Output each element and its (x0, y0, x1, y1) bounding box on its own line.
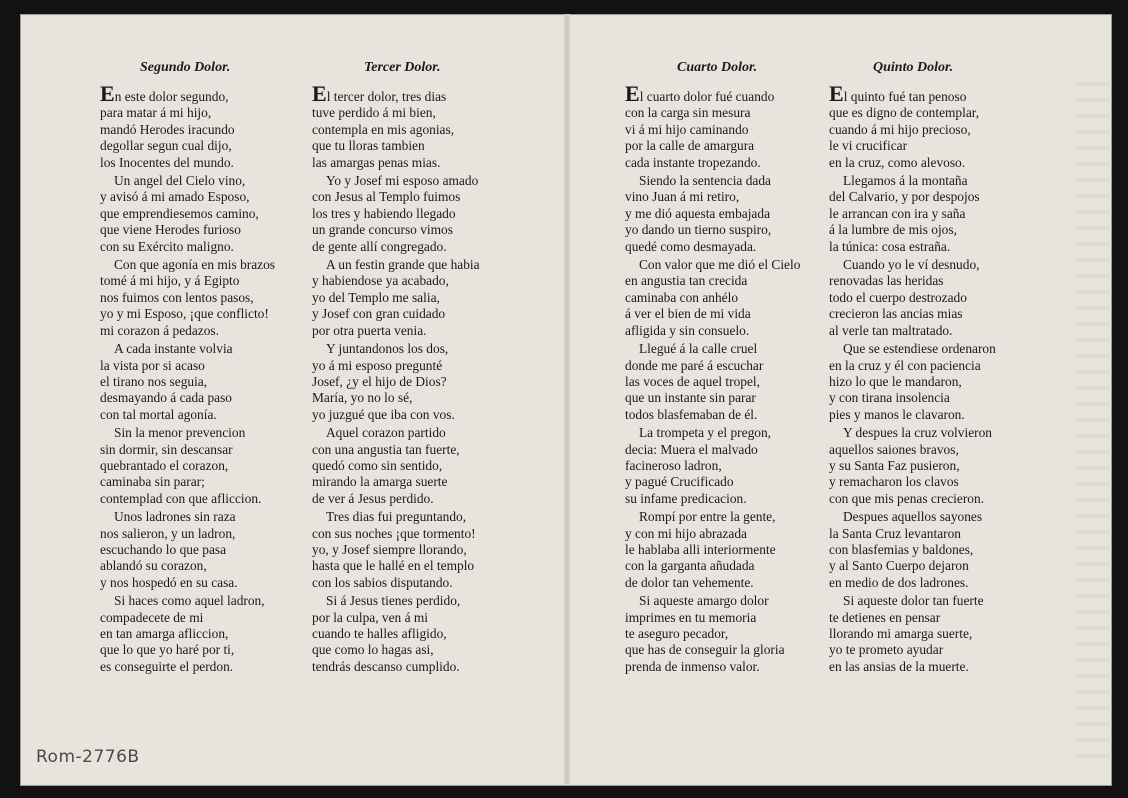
verse-line: y con tirana insolencia (829, 390, 950, 406)
verse-line: vino Juan á mi retiro, (625, 189, 740, 205)
verse-line: contemplad con que afliccion. (100, 490, 262, 506)
verse-line: renovadas las heridas (829, 273, 944, 289)
verse-line: yo juzgué que iba con vos. (312, 406, 455, 422)
verse-line: yo y mi Esposo, ¡que conflicto! (100, 306, 269, 322)
verse-line: prenda de inmenso valor. (625, 658, 760, 674)
stanza (100, 593, 275, 675)
verse-line: de ver á Jesus perdido. (312, 490, 434, 506)
verse-line: le hablaba alli interiormente (625, 541, 776, 557)
verse-line: te aseguro pecador, (625, 626, 729, 641)
verse-line: cuando te halles afligido, (312, 626, 447, 641)
verse-line: con Jesus al Templo fuimos (312, 189, 461, 205)
verse-line: y pagué Crucificado (625, 474, 734, 490)
verse-line: desmayando á cada paso (100, 390, 232, 406)
drop-cap: E (100, 81, 115, 106)
verse-line: Y despues la cruz volvieron (843, 425, 992, 441)
verse-line: Llegué á la calle cruel (639, 341, 758, 357)
verse-line: degollar segun cual dijo, (100, 138, 232, 154)
stanza (625, 509, 800, 591)
verse-line: en tan amarga afliccion, (100, 626, 229, 641)
verse-line: y avisó á mi amado Esposo, (100, 189, 250, 205)
verse-line: tendrás descanso cumplido. (312, 658, 460, 674)
stanza (100, 341, 275, 423)
verse-line: yo dando un tierno suspiro, (625, 222, 772, 238)
verse-line: nos salieron, y un ladron, (100, 525, 236, 541)
verse-line: que emprendiesemos camino, (100, 205, 259, 221)
verse-line: la túnica: cosa estraña. (829, 238, 951, 254)
verse-line: quedé como desmayada. (625, 238, 757, 254)
verse-line: Si á Jesus tienes perdido, (326, 593, 461, 609)
stanza (100, 509, 275, 591)
stanza (625, 425, 800, 507)
verse-line: con que mis penas crecieron. (829, 490, 985, 506)
column-quinto-dolor (829, 60, 996, 677)
verse-line: con blasfemias y baldones, (829, 541, 974, 557)
stanza (100, 425, 275, 507)
verse-line: cuando á mi hijo precioso, (829, 121, 971, 137)
verse-line: Yo y Josef mi esposo amado (326, 173, 479, 189)
shelfmark: Rom-2776B (36, 747, 140, 767)
stanza (829, 173, 996, 255)
stanza (312, 81, 480, 171)
verse-line: todo el cuerpo destrozado (829, 289, 967, 305)
verse-line: El cuarto dolor fué cuando (625, 81, 775, 106)
verse-line: hasta que le hallé en el templo (312, 558, 475, 574)
verse-line: y remacharon los clavos (829, 474, 959, 490)
verse-line: por la calle de amargura (625, 138, 755, 154)
verse-line: Si aqueste amargo dolor (639, 593, 769, 609)
stanza (312, 425, 480, 507)
verse-line: afligida y sin consuelo. (625, 322, 750, 338)
verse-line: decia: Muera el malvado (625, 441, 758, 457)
verse-line: hizo lo que le mandaron, (829, 373, 962, 389)
verse-line: Con valor que me dió el Cielo (639, 257, 801, 273)
verse-line: de gente allí congregado. (312, 238, 447, 254)
verse-line: con la garganta añudada (625, 558, 755, 574)
stanza (100, 257, 275, 339)
verse-line: que como lo hagas asi, (312, 642, 434, 658)
column-segundo-dolor (100, 60, 275, 677)
verse-line: que viene Herodes furioso (100, 222, 241, 238)
verse-line: crecieron las ancias mias (829, 306, 963, 322)
stanza (625, 173, 800, 255)
verse-line: mandó Herodes iracundo (100, 121, 235, 137)
verse-line: Un angel del Cielo vino, (114, 173, 246, 189)
verse-line: en la cruz y él con paciencia (829, 357, 981, 373)
verse-line: Si aqueste dolor tan fuerte (843, 593, 984, 609)
verse-line: para matar á mi hijo, (100, 105, 212, 121)
verse-line: mirando la amarga suerte (312, 474, 448, 490)
verse-line: nos fuimos con lentos pasos, (100, 289, 254, 305)
stanza (829, 341, 996, 423)
verse-line: llorando mi amarga suerte, (829, 626, 973, 641)
verse-line: un grande concurso vimos (312, 222, 453, 238)
column-title: Quinto Dolor. (873, 60, 954, 75)
verse-line: La trompeta y el pregon, (639, 425, 771, 441)
verse-line: que un instante sin parar (625, 390, 756, 406)
stanza (312, 173, 480, 255)
verse-line: Unos ladrones sin raza (114, 509, 236, 525)
verse-line: y con mi hijo abrazada (625, 525, 747, 541)
stanza (100, 81, 275, 171)
verse-line: en angustia tan crecida (625, 273, 748, 289)
verse-line: la Santa Cruz levantaron (829, 525, 961, 541)
verse-line: y al Santo Cuerpo dejaron (829, 558, 969, 574)
stanza (312, 257, 480, 339)
stanza (625, 81, 800, 171)
verse-line: ablandó su corazon, (100, 558, 207, 574)
column-title: Cuarto Dolor. (677, 60, 758, 75)
verse-line: á ver el bien de mi vida (625, 306, 751, 322)
column-tercer-dolor (312, 60, 480, 677)
verse-line: al verle tan maltratado. (829, 322, 953, 338)
verse-line: las voces de aquel tropel, (625, 373, 760, 389)
verse-line: yo á mi esposo pregunté (312, 357, 443, 373)
verse-line: donde me paré á escuchar (625, 357, 764, 373)
verse-line: por otra puerta venia. (312, 322, 427, 338)
verse-line: el tirano nos seguia, (100, 373, 208, 389)
verse-line: á la lumbre de mis ojos, (829, 222, 957, 238)
verse-line: compadecete de mi (100, 609, 204, 625)
verse-line: tuve perdido á mi bien, (312, 105, 436, 121)
verse-line: por la culpa, ven á mi (312, 609, 429, 625)
verse-line: le vi crucificar (829, 138, 908, 154)
verse-line: Aquel corazon partido (326, 425, 446, 441)
verse-line: con los sabios disputando. (312, 574, 453, 590)
verse-line: caminaba sin parar; (100, 474, 205, 490)
column-cuarto-dolor (625, 60, 800, 677)
verse-line: pies y manos le clavaron. (829, 406, 965, 422)
verse-line: sin dormir, sin descansar (100, 441, 233, 457)
verse-line: facineroso ladron, (625, 457, 722, 473)
verse-line: la vista por si acaso (100, 357, 205, 373)
verse-line: Rompí por entre la gente, (639, 509, 776, 525)
bleed-through-margin (1075, 70, 1110, 770)
verse-line: caminaba con anhélo (625, 289, 739, 305)
verse-line: María, yo no lo sé, (312, 390, 413, 406)
stanza (312, 593, 480, 675)
stanza (829, 81, 996, 171)
verse-line: tomé á mi hijo, y á Egipto (100, 273, 240, 289)
verse-line: Siendo la sentencia dada (639, 173, 771, 189)
verse-line: quebrantado el corazon, (100, 457, 229, 473)
verse-line: yo te prometo ayudar (829, 642, 944, 658)
verse-line: Despues aquellos sayones (843, 509, 983, 525)
verse-line: que tu lloras tambien (312, 138, 425, 154)
verse-line: las amargas penas mias. (312, 154, 441, 170)
verse-line: con su Exército maligno. (100, 238, 234, 254)
verse-line: con la carga sin mesura (625, 105, 751, 121)
stanza (829, 593, 996, 675)
verse-line: A cada instante volvia (114, 341, 233, 357)
drop-cap: E (312, 81, 327, 106)
drop-cap: E (829, 81, 844, 106)
verse-line: y Josef con gran cuidado (312, 306, 446, 322)
verse-line: le arrancan con ira y saña (829, 205, 966, 221)
verse-line: los Inocentes del mundo. (100, 154, 234, 170)
verse-line: cada instante tropezando. (625, 154, 761, 170)
verse-line: Con que agonía en mis brazos (114, 257, 276, 273)
verse-line: en la cruz, como alevoso. (829, 154, 966, 170)
verse-line: contempla en mis agonias, (312, 121, 455, 137)
stanza (625, 341, 800, 423)
verse-line: escuchando lo que pasa (100, 541, 227, 557)
verse-line: Si haces como aquel ladron, (114, 593, 265, 609)
stanza (625, 257, 800, 339)
verse-line: con tal mortal agonía. (100, 406, 217, 422)
verse-line: en las ansias de la muerte. (829, 658, 969, 674)
center-fold (564, 14, 570, 784)
verse-line: yo del Templo me salia, (312, 289, 440, 305)
verse-line: te detienes en pensar (829, 609, 941, 625)
verse-line: Llegamos á la montaña (843, 173, 968, 189)
verse-line: aquellos saiones bravos, (829, 441, 959, 457)
verse-line: Cuando yo le ví desnudo, (843, 257, 980, 273)
verse-line: y habiendose ya acabado, (312, 273, 449, 289)
verse-line: su infame predicacion. (625, 490, 747, 506)
stanza (312, 509, 480, 591)
stanza (312, 341, 480, 423)
verse-line: quedó como sin sentido, (312, 457, 443, 473)
verse-line: y su Santa Faz pusieron, (829, 457, 960, 473)
stanza (100, 173, 275, 255)
stanza (829, 509, 996, 591)
column-title: Segundo Dolor. (140, 60, 231, 75)
verse-line: mi corazon á pedazos. (100, 322, 219, 338)
verse-line: de dolor tan vehemente. (625, 574, 754, 590)
verse-line: Tres dias fui preguntando, (326, 509, 467, 525)
stanza (829, 257, 996, 339)
verse-line: Sin la menor prevencion (114, 425, 246, 441)
verse-line: yo, y Josef siempre llorando, (312, 541, 467, 557)
verse-line: es conseguirte el perdon. (100, 658, 234, 674)
verse-line: que lo que yo haré por ti, (100, 642, 235, 658)
verse-line: imprimes en tu memoria (625, 609, 757, 625)
stanza (625, 593, 800, 675)
verse-line: del Calvario, y por despojos (829, 189, 980, 205)
drop-cap: E (625, 81, 640, 106)
stanza (829, 425, 996, 507)
verse-line: Que se estendiese ordenaron (843, 341, 996, 357)
verse-line: Josef, ¿y el hijo de Dios? (312, 373, 447, 389)
verse-line: vi á mi hijo caminando (625, 121, 749, 137)
verse-line: Y juntandonos los dos, (326, 341, 449, 357)
verse-line: El quinto fué tan penoso (829, 81, 967, 106)
verse-line: y me dió aquesta embajada (625, 205, 771, 221)
verse-line: que es digno de contemplar, (829, 105, 980, 121)
verse-line: que has de conseguir la gloria (625, 642, 785, 658)
verse-line: El tercer dolor, tres dias (312, 81, 447, 106)
verse-line: A un festin grande que habia (326, 257, 480, 273)
verse-line: con sus noches ¡que tormento! (312, 525, 476, 541)
verse-line: los tres y habiendo llegado (312, 205, 456, 221)
verse-line: y nos hospedó en su casa. (100, 574, 238, 590)
verse-line: En este dolor segundo, (100, 81, 229, 106)
column-title: Tercer Dolor. (364, 60, 441, 75)
verse-line: todos blasfemaban de él. (625, 406, 758, 422)
verse-line: con una angustia tan fuerte, (312, 441, 460, 457)
verse-line: en medio de dos ladrones. (829, 574, 969, 590)
